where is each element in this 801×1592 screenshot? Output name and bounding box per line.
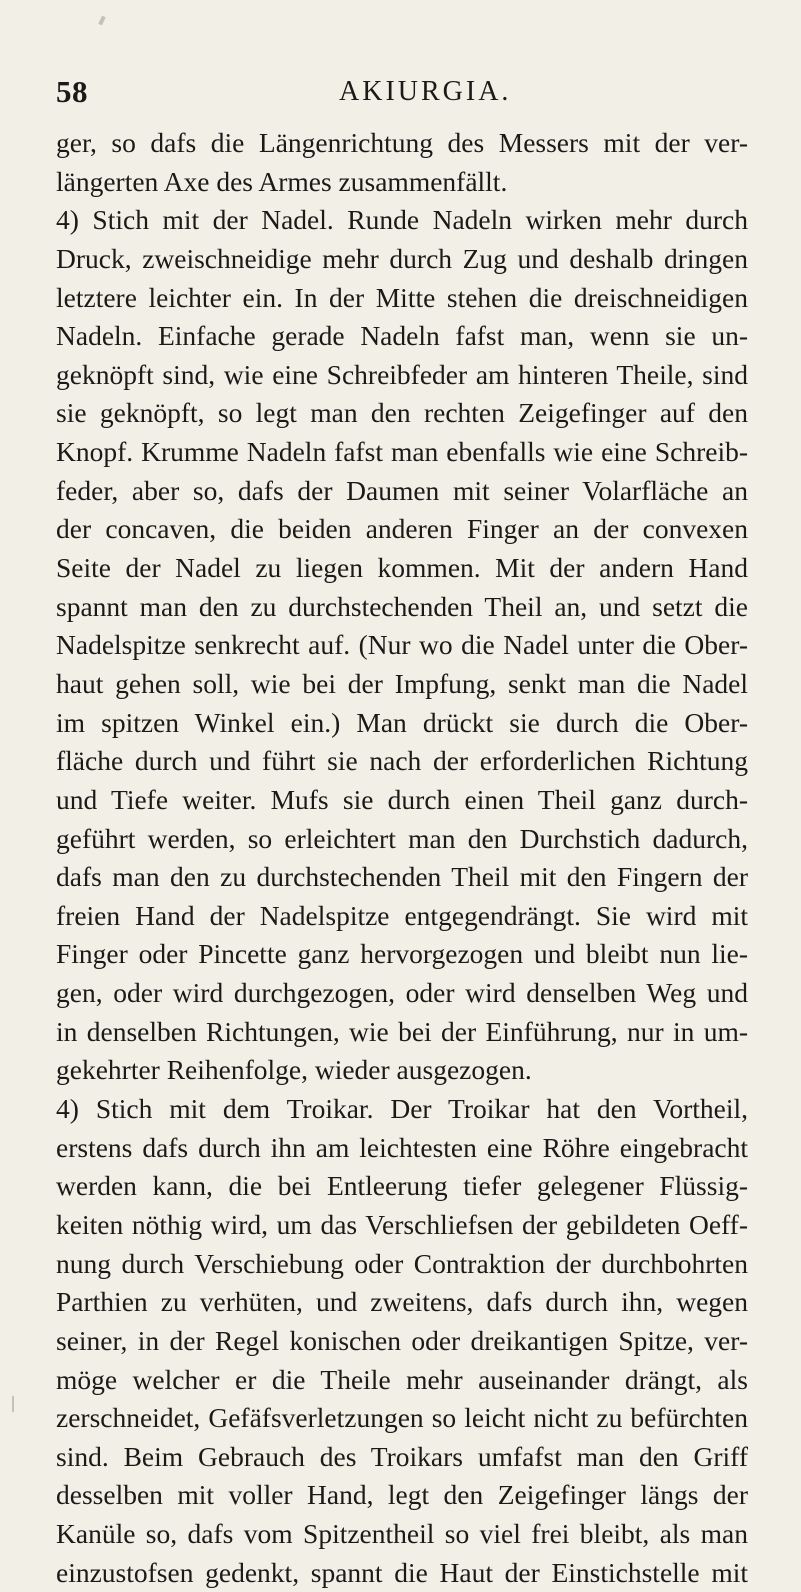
text-line: gekehrter Reihenfolge, wieder ausgezogen. xyxy=(56,1054,532,1086)
text-line: freien Hand der Nadelspitze entgegendrängt. Sie wird mit xyxy=(56,899,748,931)
text-line: Knopf. Krumme Nadeln fafst man ebenfalls wie eine Schreib- xyxy=(56,436,748,468)
page-number: 58 xyxy=(56,74,88,109)
text-line: Druck, zweischneidige mehr durch Zug und deshalb dringen xyxy=(56,242,748,274)
text-line: möge welcher er die Theile mehr auseinander drängt, als xyxy=(56,1363,748,1395)
text-line: 4) Stich mit dem Troikar. Der Troikar hat den Vortheil, xyxy=(56,1093,748,1125)
text-line: Seite der Nadel zu liegen kommen. Mit der andern Hand xyxy=(56,552,748,584)
text-line: Nadelspitze senkrecht auf. (Nur wo die Nadel unter die Ober- xyxy=(56,629,748,661)
text-line: keiten nöthig wird, um das Verschliefsen der gebildeten Oeff- xyxy=(56,1208,748,1240)
text-line: desselben mit voller Hand, legt den Zeigefinger längs der xyxy=(56,1479,748,1511)
text-line: längerten Axe des Armes zusammenfällt. xyxy=(56,165,508,197)
body-text xyxy=(56,124,748,1592)
text-line: erstens dafs durch ihn am leichtesten eine Röhre eingebracht xyxy=(56,1131,748,1163)
text-line: werden kann, die bei Entleerung tiefer gelegener Flüssig- xyxy=(56,1170,748,1202)
text-line: zerschneidet, Gefäfsverletzungen so leicht nicht zu befürchten xyxy=(56,1402,748,1434)
text-line: sie geknöpft, so legt man den rechten Zeigefinger auf den xyxy=(56,397,748,429)
text-line: im spitzen Winkel ein.) Man drückt sie durch die Ober- xyxy=(56,706,748,738)
text-line: Kanüle so, dafs vom Spitzentheil so viel frei bleibt, als man xyxy=(56,1518,748,1550)
text-line: spannt man den zu durchstechenden Theil an, und setzt die xyxy=(56,590,748,622)
text-line: geknöpft sind, wie eine Schreibfeder am hinteren Theile, sind xyxy=(56,358,748,390)
text-line: Finger oder Pincette ganz hervorgezogen und bleibt nun lie- xyxy=(56,938,748,970)
text-line: haut gehen soll, wie bei der Impfung, senkt man die Nadel xyxy=(56,667,748,699)
ink-speck xyxy=(98,16,105,26)
running-head: AKIURGIA. xyxy=(339,76,512,107)
text-line: einzustofsen gedenkt, spannt die Haut der Einstichstelle mit xyxy=(56,1556,748,1588)
text-line: gen, oder wird durchgezogen, oder wird denselben Weg und xyxy=(56,977,748,1009)
text-line: seiner, in der Regel konischen oder dreikantigen Spitze, ver- xyxy=(56,1324,748,1356)
text-line: letztere leichter ein. In der Mitte stehen die dreischneidigen xyxy=(56,281,748,313)
text-line: Nadeln. Einfache gerade Nadeln fafst man, wenn sie un- xyxy=(56,320,748,352)
text-line: und Tiefe weiter. Mufs sie durch einen Theil ganz durch- xyxy=(56,783,748,815)
text-line: dafs man den zu durchstechenden Theil mit den Fingern der xyxy=(56,861,748,893)
text-line: fläche durch und führt sie nach der erforderlichen Richtung xyxy=(56,745,748,777)
text-line: Parthien zu verhüten, und zweitens, dafs durch ihn, wegen xyxy=(56,1286,748,1318)
text-line: in denselben Richtungen, wie bei der Einführung, nur in um- xyxy=(56,1015,748,1047)
edge-mark xyxy=(12,1396,14,1412)
text-line: feder, aber so, dafs der Daumen mit seiner Volarfläche an xyxy=(56,474,748,506)
text-line: nung durch Verschiebung oder Contraktion der durchbohrten xyxy=(56,1247,748,1279)
text-line: 4) Stich mit der Nadel. Runde Nadeln wirken mehr durch xyxy=(56,204,748,236)
text-line: der concaven, die beiden anderen Finger an der convexen xyxy=(56,513,748,545)
page-header xyxy=(56,74,746,118)
text-line: sind. Beim Gebrauch des Troikars umfafst man den Griff xyxy=(56,1440,748,1472)
text-line: ger, so dafs die Längenrichtung des Messers mit der ver- xyxy=(56,127,748,158)
text-line: geführt werden, so erleichtert man den Durchstich dadurch, xyxy=(56,822,748,854)
